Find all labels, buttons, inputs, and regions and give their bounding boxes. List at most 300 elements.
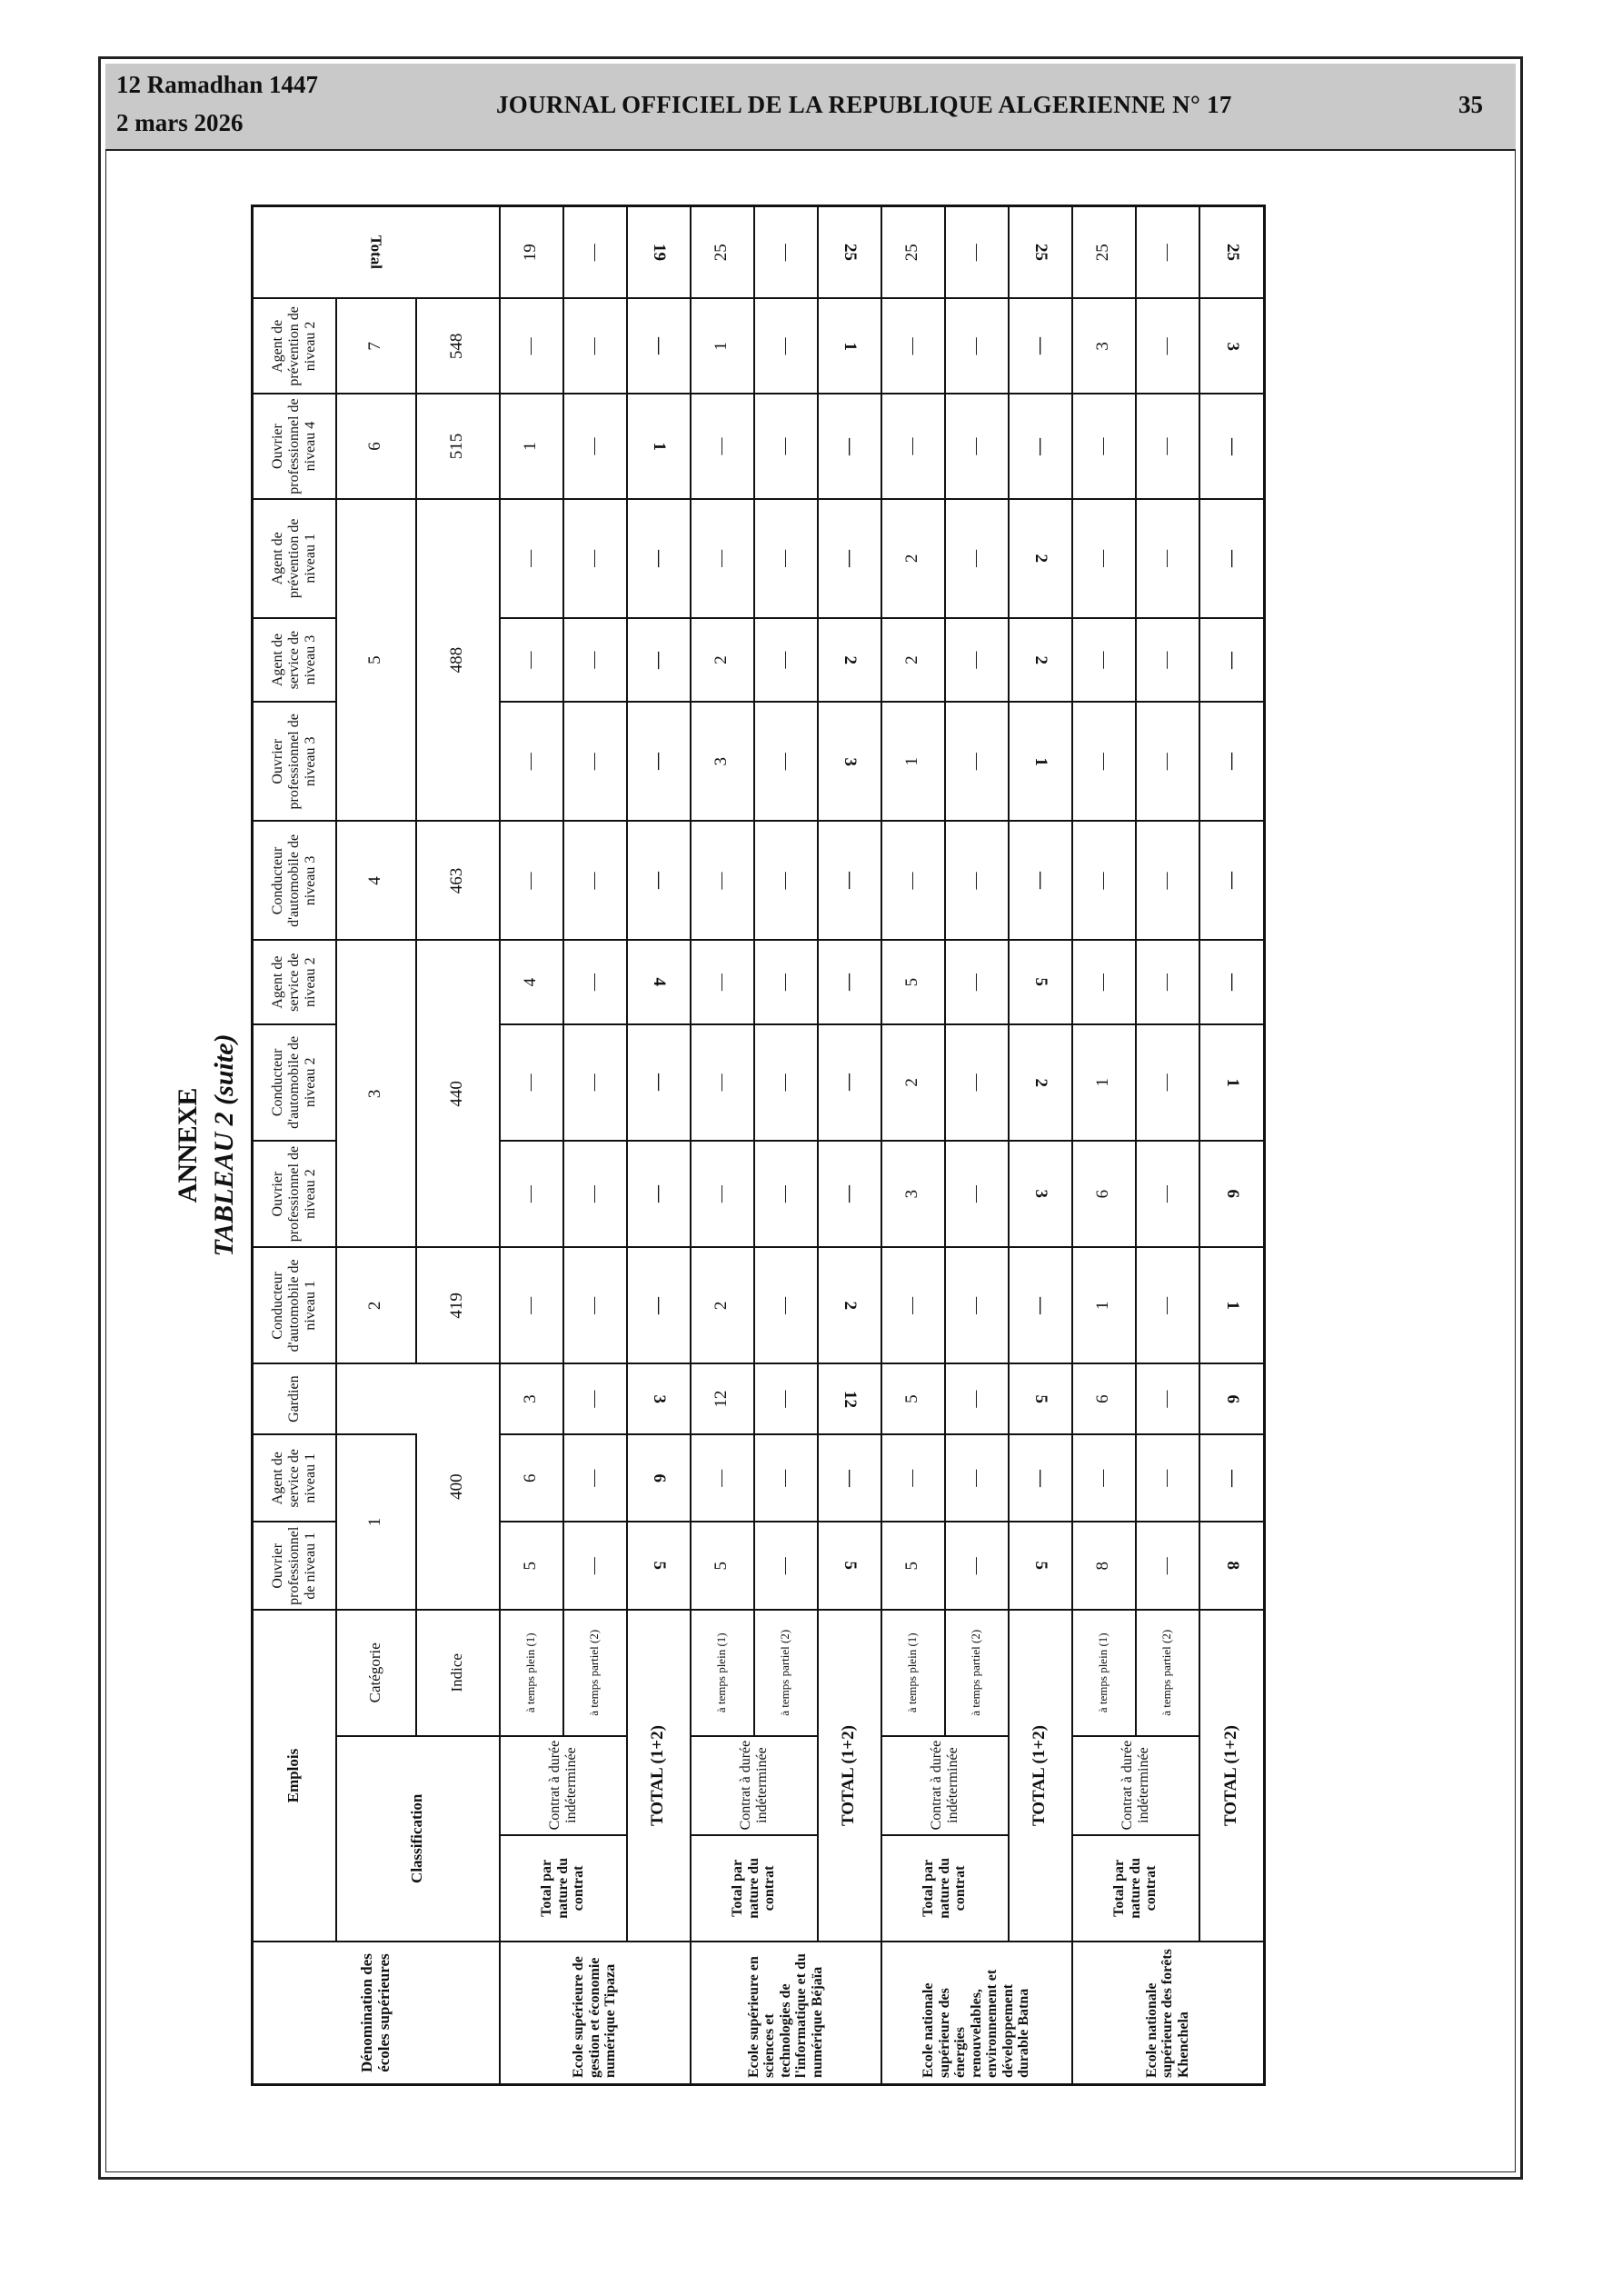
school-row-total xyxy=(1009,206,1072,2085)
table-cell: — xyxy=(1072,821,1136,940)
col-header-total-cell xyxy=(253,206,500,299)
table-cell: 4 xyxy=(500,941,563,1024)
total-row-label: TOTAL (1+2) xyxy=(627,1610,691,1942)
table-cell: — xyxy=(691,821,754,940)
total-value: 6 xyxy=(1222,1394,1242,1403)
header-page-number: 35 xyxy=(1458,91,1483,118)
table-cell: — xyxy=(563,1434,627,1522)
table-cell-total xyxy=(1199,1141,1265,1248)
job-header: Agent de service de niveau 2 xyxy=(253,941,336,1024)
school-name: Ecole nationale supérieure des forêts Khenchela xyxy=(1072,1942,1265,2084)
annex-title: ANNEXE xyxy=(173,1087,203,1203)
job-header: Conducteur d'automobile de niveau 1 xyxy=(253,1247,336,1363)
table-cell: — xyxy=(500,1247,563,1363)
table-cell: 1 xyxy=(500,394,563,498)
table-cell: 2 xyxy=(881,618,945,702)
total-nature-label: Total par nature du contrat xyxy=(1072,1835,1199,1942)
indice-value: 419 xyxy=(416,1247,500,1363)
total-value: — xyxy=(1222,1469,1242,1487)
table-cell: — xyxy=(754,499,818,618)
total-value: 2 xyxy=(840,1301,860,1311)
table-cell-total xyxy=(818,618,881,702)
total-value: — xyxy=(649,872,669,890)
table-cell: — xyxy=(563,1141,627,1248)
total-value: 2 xyxy=(1030,1078,1050,1087)
table-cell: — xyxy=(563,941,627,1024)
total-value: — xyxy=(1222,549,1242,567)
table-cell-total xyxy=(627,1141,691,1248)
table-cell: — xyxy=(1136,618,1199,702)
school-name: Ecole nationale supérieure des énergies renouvelables, environnement et développement durable Batna xyxy=(881,1942,1072,2084)
table-cell-total xyxy=(818,1363,881,1434)
table-cell: — xyxy=(1136,1024,1199,1141)
table-cell: — xyxy=(1072,1434,1136,1522)
table-cell: 1 xyxy=(1072,1024,1136,1141)
table-cell-total xyxy=(1009,941,1072,1024)
table-cell: — xyxy=(945,941,1009,1024)
table-cell: — xyxy=(1072,618,1136,702)
table-cell: — xyxy=(1136,1434,1199,1522)
table-cell: 5 xyxy=(881,941,945,1024)
school-row-plein xyxy=(881,206,945,2085)
job-header: Ouvrier professionnel de niveau 3 xyxy=(253,702,336,821)
table-cell-total xyxy=(627,1247,691,1363)
table-cell: — xyxy=(945,499,1009,618)
total-row-label: TOTAL (1+2) xyxy=(818,1610,881,1942)
table-cell: — xyxy=(563,1247,627,1363)
total-value: — xyxy=(840,1185,860,1203)
table-cell-total xyxy=(1199,298,1265,394)
table-cell: 6 xyxy=(500,1434,563,1522)
table-cell: 1 xyxy=(1072,1247,1136,1363)
table-cell: — xyxy=(563,394,627,498)
total-value: 5 xyxy=(1030,977,1050,987)
job-header: Gardien xyxy=(253,1363,336,1434)
table-cell-total xyxy=(627,702,691,821)
table-cell-total xyxy=(1199,394,1265,498)
school-row-total xyxy=(818,206,881,2085)
total-value: — xyxy=(1030,1296,1050,1314)
table-cell-total xyxy=(1199,1247,1265,1363)
table-cell-total xyxy=(1009,702,1072,821)
school-row-plein xyxy=(500,206,563,2085)
table-cell: 25 xyxy=(881,206,945,299)
table-cell-total xyxy=(1009,499,1072,618)
table-cell: — xyxy=(754,394,818,498)
table-cell: — xyxy=(500,702,563,821)
table-cell-total xyxy=(627,1363,691,1434)
temps-plein-label: à temps plein (1) xyxy=(691,1610,754,1736)
school-name: Ecole supérieure en sciences et technologies de l'informatique et du numérique Béjaïa xyxy=(691,1942,881,2084)
table-cell: — xyxy=(563,499,627,618)
annex-subtitle: TABLEAU 2 (suite) xyxy=(209,1033,239,1257)
total-value: — xyxy=(649,1296,669,1314)
total-value: — xyxy=(1030,872,1050,890)
total-value: — xyxy=(840,437,860,455)
table-cell: — xyxy=(754,1363,818,1434)
table-cell: 1 xyxy=(881,702,945,821)
total-value: — xyxy=(840,1469,860,1487)
indice-value: 548 xyxy=(416,298,500,394)
table-cell: — xyxy=(945,1247,1009,1363)
table-cell: — xyxy=(500,618,563,702)
job-header: Agent de prévention de niveau 1 xyxy=(253,499,336,618)
table-cell: 6 xyxy=(1072,1141,1136,1248)
table-cell-total xyxy=(1009,394,1072,498)
total-value: 3 xyxy=(1030,1189,1050,1199)
table-cell-total xyxy=(1199,1363,1265,1434)
total-value: 1 xyxy=(1222,1301,1242,1311)
total-value: 25 xyxy=(1222,244,1242,262)
job-header: Ouvrier professionnel de niveau 4 xyxy=(253,394,336,498)
job-header: Agent de service de niveau 3 xyxy=(253,618,336,702)
table-cell: — xyxy=(754,702,818,821)
col-header-emplois: Emplois xyxy=(253,1610,336,1942)
table-cell: — xyxy=(691,1024,754,1141)
total-value: — xyxy=(1222,973,1242,992)
table-cell: — xyxy=(945,821,1009,940)
table-cell: — xyxy=(754,821,818,940)
total-value: 19 xyxy=(649,244,669,262)
total-value: — xyxy=(649,753,669,771)
staff-table xyxy=(251,205,1266,2086)
table-cell: — xyxy=(691,1141,754,1248)
table-cell-total xyxy=(1199,941,1265,1024)
col-header-indice: Indice xyxy=(416,1610,500,1736)
table-cell: — xyxy=(1072,394,1136,498)
job-header: Agent de service de niveau 1 xyxy=(253,1434,336,1522)
categorie-value: 6 xyxy=(336,394,416,498)
table-cell: — xyxy=(1072,499,1136,618)
table-cell: — xyxy=(563,298,627,394)
table-cell: — xyxy=(754,1247,818,1363)
table-cell: 3 xyxy=(500,1363,563,1434)
header-date-hijri: 12 Ramadhan 1447 xyxy=(116,71,319,98)
school-name: Ecole supérieure de gestion et économie numérique Tipaza xyxy=(500,1942,691,2084)
indice-value: 488 xyxy=(416,499,500,822)
total-value: 5 xyxy=(1030,1394,1050,1403)
table-cell-total xyxy=(627,1434,691,1522)
table-cell: — xyxy=(945,1024,1009,1141)
table-cell-total xyxy=(1009,1247,1072,1363)
total-value: — xyxy=(840,872,860,890)
job-header: Ouvrier professionnel de niveau 1 xyxy=(253,1522,336,1610)
table-cell: — xyxy=(1136,1522,1199,1610)
table-cell: — xyxy=(945,618,1009,702)
job-header: Conducteur d'automobile de niveau 3 xyxy=(253,821,336,940)
table-cell-total xyxy=(1009,1434,1072,1522)
table-cell: — xyxy=(563,1522,627,1610)
total-value: 3 xyxy=(649,1394,669,1403)
total-value: — xyxy=(649,1185,669,1203)
table-cell: — xyxy=(945,206,1009,299)
header-row-jobs xyxy=(253,206,336,2085)
total-nature-label: Total par nature du contrat xyxy=(881,1835,1009,1942)
total-value: — xyxy=(840,549,860,567)
table-cell: — xyxy=(881,1434,945,1522)
total-value: — xyxy=(649,1073,669,1092)
table-cell: — xyxy=(754,1434,818,1522)
table-cell: — xyxy=(500,1141,563,1248)
table-cell: — xyxy=(754,1141,818,1248)
table-cell-total xyxy=(627,941,691,1024)
table-cell: — xyxy=(754,298,818,394)
table-cell: — xyxy=(563,821,627,940)
total-value: 12 xyxy=(840,1390,860,1408)
table-cell: 5 xyxy=(691,1522,754,1610)
table-cell: — xyxy=(945,1363,1009,1434)
table-cell-total xyxy=(818,206,881,299)
table-cell-total xyxy=(627,394,691,498)
temps-plein-label: à temps plein (1) xyxy=(1072,1610,1136,1736)
table-cell: — xyxy=(1136,298,1199,394)
table-cell: 3 xyxy=(691,702,754,821)
table-cell: — xyxy=(881,821,945,940)
table-cell: 25 xyxy=(691,206,754,299)
table-cell: 2 xyxy=(881,1024,945,1141)
total-value: 1 xyxy=(1030,757,1050,766)
contrat-label: Contrat à durée indéterminée xyxy=(500,1736,627,1835)
table-cell: 5 xyxy=(500,1522,563,1610)
total-value: — xyxy=(1222,437,1242,455)
table-cell-total xyxy=(818,1141,881,1248)
table-cell: 1 xyxy=(691,298,754,394)
table-cell: — xyxy=(945,394,1009,498)
total-value: 5 xyxy=(649,1562,669,1571)
total-nature-label: Total par nature du contrat xyxy=(500,1835,627,1942)
table-cell: — xyxy=(500,499,563,618)
table-cell: — xyxy=(945,1141,1009,1248)
table-cell-total xyxy=(1009,1024,1072,1141)
table-cell-total xyxy=(818,499,881,618)
table-cell-total xyxy=(1199,702,1265,821)
table-cell: — xyxy=(1136,941,1199,1024)
col-header-denomination: Dénomination des écoles supérieures xyxy=(253,1942,500,2084)
contrat-label: Contrat à durée indéterminée xyxy=(1072,1736,1199,1835)
table-cell-total xyxy=(1009,1363,1072,1434)
indice-value: 515 xyxy=(416,394,500,498)
temps-partiel-label: à temps partiel (2) xyxy=(945,1610,1009,1736)
total-value: 1 xyxy=(649,442,669,451)
table-cell-total xyxy=(818,941,881,1024)
categorie-value: 7 xyxy=(336,298,416,394)
contrat-label: Contrat à durée indéterminée xyxy=(881,1736,1009,1835)
table-cell: — xyxy=(754,1024,818,1141)
header-date-gregorian: 2 mars 2026 xyxy=(116,109,244,136)
categorie-value: 2 xyxy=(336,1247,416,1363)
table-cell: 5 xyxy=(881,1363,945,1434)
table-cell-total xyxy=(818,1024,881,1141)
table-cell: — xyxy=(1136,499,1199,618)
indice-value: 400 xyxy=(416,1363,500,1610)
temps-partiel-label: à temps partiel (2) xyxy=(563,1610,627,1736)
table-cell: 3 xyxy=(1072,298,1136,394)
indice-value: 440 xyxy=(416,941,500,1248)
total-value: 3 xyxy=(840,757,860,766)
blank-cell xyxy=(336,1363,416,1434)
total-value: 2 xyxy=(840,655,860,664)
total-value: 25 xyxy=(840,244,860,262)
total-value: 2 xyxy=(1030,554,1050,564)
indice-value: 463 xyxy=(416,821,500,940)
total-value: — xyxy=(649,651,669,669)
total-value: 1 xyxy=(1222,1078,1242,1087)
total-value: 8 xyxy=(1222,1562,1242,1571)
job-header: Agent de prévention de niveau 2 xyxy=(253,298,336,394)
table-cell: — xyxy=(563,618,627,702)
table-cell-total xyxy=(818,1434,881,1522)
total-value: 5 xyxy=(840,1562,860,1571)
table-cell: — xyxy=(691,499,754,618)
table-cell-total xyxy=(1009,1522,1072,1610)
table-cell: — xyxy=(945,298,1009,394)
table-cell: — xyxy=(1072,702,1136,821)
table-cell: — xyxy=(881,394,945,498)
table-cell-total xyxy=(818,1522,881,1610)
table-cell: — xyxy=(754,941,818,1024)
table-cell: — xyxy=(1136,1247,1199,1363)
table-cell-total xyxy=(1009,298,1072,394)
total-value: 2 xyxy=(1030,655,1050,664)
table-cell-total xyxy=(818,702,881,821)
table-cell-total xyxy=(1009,821,1072,940)
table-cell: — xyxy=(754,1522,818,1610)
journal-header xyxy=(105,64,1516,151)
table-cell: — xyxy=(945,1434,1009,1522)
total-value: — xyxy=(1030,437,1050,455)
school-row-plein xyxy=(691,206,754,2085)
total-value: 3 xyxy=(1222,342,1242,351)
table-cell: — xyxy=(945,1522,1009,1610)
categorie-value: 3 xyxy=(336,941,416,1248)
table-cell: — xyxy=(881,298,945,394)
table-cell-total xyxy=(627,298,691,394)
total-value: — xyxy=(840,973,860,992)
table-cell: 2 xyxy=(881,499,945,618)
table-cell: — xyxy=(691,941,754,1024)
table-cell-total xyxy=(818,298,881,394)
table-cell: 2 xyxy=(691,1247,754,1363)
categorie-value: 5 xyxy=(336,499,416,822)
table-cell-total xyxy=(627,499,691,618)
table-cell: — xyxy=(563,1024,627,1141)
col-header-classification: Classification xyxy=(336,1736,500,1942)
table-cell-total xyxy=(1199,1434,1265,1522)
total-value: 5 xyxy=(1030,1562,1050,1571)
total-value: 6 xyxy=(649,1473,669,1482)
categorie-value: 4 xyxy=(336,821,416,940)
table-cell: — xyxy=(1136,1363,1199,1434)
total-row-label: TOTAL (1+2) xyxy=(1009,1610,1072,1942)
table-cell-total xyxy=(627,1522,691,1610)
total-row-label: TOTAL (1+2) xyxy=(1199,1610,1265,1942)
table-cell: 8 xyxy=(1072,1522,1136,1610)
school-row-total xyxy=(1199,206,1265,2085)
table-cell: — xyxy=(563,702,627,821)
table-cell-total xyxy=(1199,1522,1265,1610)
table-cell-total xyxy=(1009,618,1072,702)
table-cell: 19 xyxy=(500,206,563,299)
categorie-value: 1 xyxy=(336,1434,416,1610)
table-cell: — xyxy=(500,298,563,394)
job-header: Ouvrier professionnel de niveau 2 xyxy=(253,1141,336,1248)
temps-partiel-label: à temps partiel (2) xyxy=(1136,1610,1199,1736)
table-cell: — xyxy=(500,1024,563,1141)
temps-plein-label: à temps plein (1) xyxy=(881,1610,945,1736)
contrat-label: Contrat à durée indéterminée xyxy=(691,1736,818,1835)
header-row-categorie xyxy=(336,206,416,2085)
total-value: — xyxy=(649,337,669,355)
total-value: 1 xyxy=(840,342,860,351)
school-row-total xyxy=(627,206,691,2085)
table-cell: — xyxy=(500,821,563,940)
table-cell: — xyxy=(691,1434,754,1522)
header-journal-title: JOURNAL OFFICIEL DE LA REPUBLIQUE ALGERIENNE N° 17 xyxy=(496,91,1232,118)
table-cell: — xyxy=(754,206,818,299)
table-cell: — xyxy=(1136,821,1199,940)
total-value: — xyxy=(1030,337,1050,355)
total-value: — xyxy=(1222,872,1242,890)
rotated-table-block xyxy=(169,205,1352,2086)
table-cell: — xyxy=(1136,702,1199,821)
total-value: 25 xyxy=(1030,244,1050,262)
table-cell-total xyxy=(818,1247,881,1363)
schools-body xyxy=(500,206,1265,2085)
temps-partiel-label: à temps partiel (2) xyxy=(754,1610,818,1736)
table-cell-total xyxy=(818,821,881,940)
table-cell: — xyxy=(563,206,627,299)
table-cell-total xyxy=(1009,206,1072,299)
table-cell: 25 xyxy=(1072,206,1136,299)
table-cell-total xyxy=(1199,206,1265,299)
table-cell: — xyxy=(1072,941,1136,1024)
total-value: — xyxy=(1222,753,1242,771)
table-cell: — xyxy=(691,394,754,498)
table-cell-total xyxy=(1009,1141,1072,1248)
table-cell: — xyxy=(754,618,818,702)
school-row-plein xyxy=(1072,206,1136,2085)
table-cell-total xyxy=(627,206,691,299)
table-cell: 12 xyxy=(691,1363,754,1434)
col-header-total: Total xyxy=(368,235,386,270)
table-cell-total xyxy=(1199,618,1265,702)
temps-plein-label: à temps plein (1) xyxy=(500,1610,563,1736)
table-cell: — xyxy=(945,702,1009,821)
table-cell-total xyxy=(1199,821,1265,940)
total-value: — xyxy=(1222,651,1242,669)
table-cell: — xyxy=(1136,206,1199,299)
total-value: 4 xyxy=(649,977,669,987)
total-value: 6 xyxy=(1222,1189,1242,1199)
col-header-categorie: Catégorie xyxy=(336,1610,416,1736)
table-cell: 6 xyxy=(1072,1363,1136,1434)
table-cell: — xyxy=(881,1247,945,1363)
table-cell: — xyxy=(1136,394,1199,498)
table-cell-total xyxy=(627,618,691,702)
table-cell: — xyxy=(1136,1141,1199,1248)
table-cell-total xyxy=(627,1024,691,1141)
table-cell: 3 xyxy=(881,1141,945,1248)
total-value: — xyxy=(649,549,669,567)
table-cell: 5 xyxy=(881,1522,945,1610)
total-nature-label: Total par nature du contrat xyxy=(691,1835,818,1942)
table-cell-total xyxy=(818,394,881,498)
total-value: — xyxy=(1030,1469,1050,1487)
table-cell-total xyxy=(1199,1024,1265,1141)
total-value: — xyxy=(840,1073,860,1092)
job-header: Conducteur d'automobile de niveau 2 xyxy=(253,1024,336,1141)
table-cell: — xyxy=(563,1363,627,1434)
